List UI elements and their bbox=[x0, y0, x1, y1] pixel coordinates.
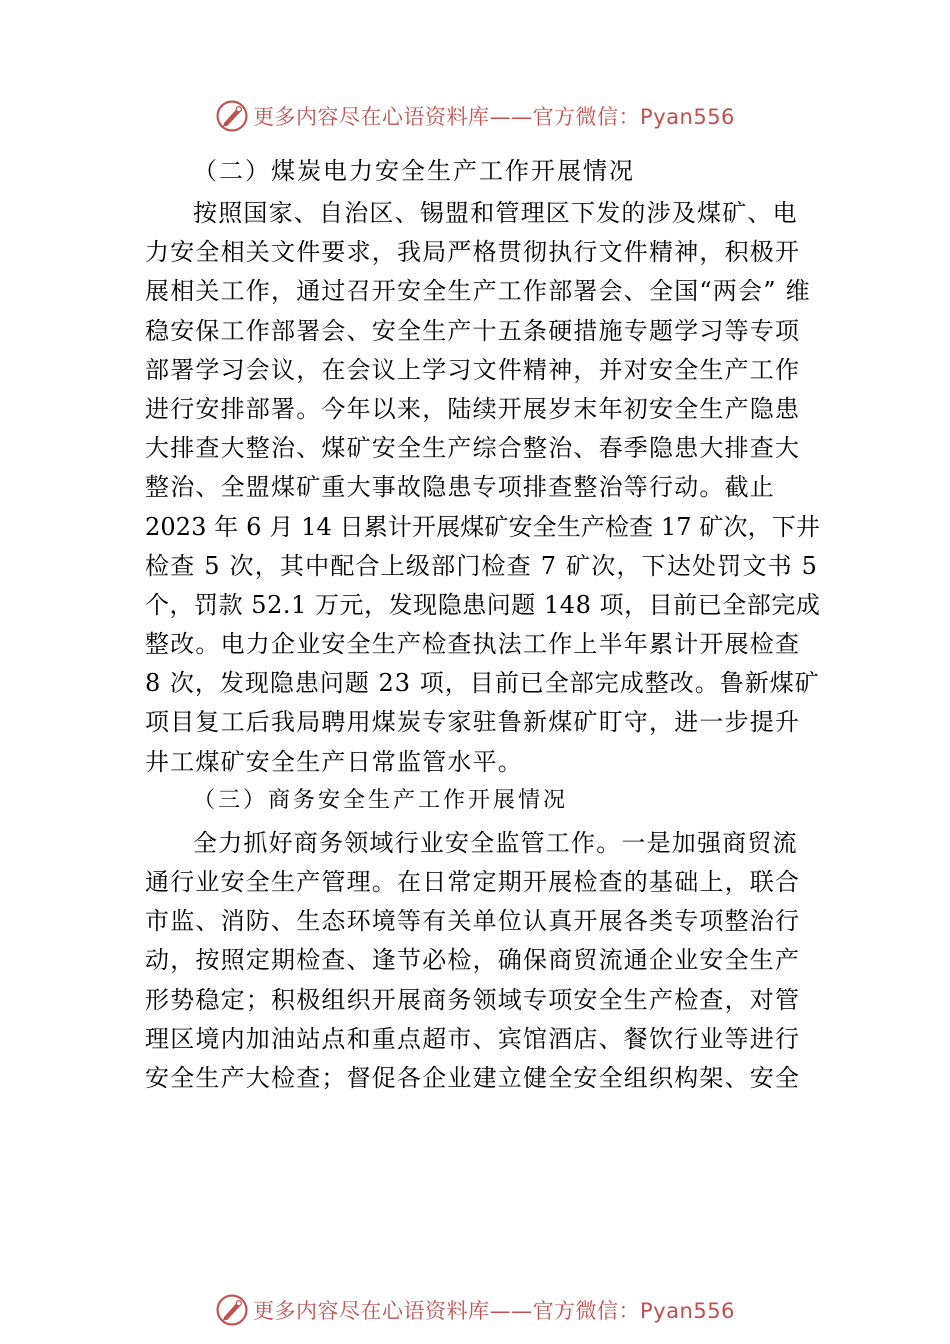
paragraph-line: 形势稳定；积极组织开展商务领域专项安全生产检查，对管 bbox=[145, 985, 801, 1014]
pen-logo-icon bbox=[215, 99, 249, 133]
paragraph-line: 项目复工后我局聘用煤炭专家驻鲁新煤矿盯守，进一步提升 bbox=[145, 708, 801, 737]
paragraph-line: 展相关工作，通过召开安全生产工作部署会、全国“两会” 维 bbox=[145, 277, 811, 306]
paragraph-line: 整治、全盟煤矿重大事故隐患专项排查整治等行动。截止 bbox=[145, 473, 775, 502]
paragraph-line: 检查 5 次，其中配合上级部门检查 7 矿次，下达处罚文书 5 bbox=[145, 551, 819, 580]
paragraph-line: 个，罚款 52.1 万元，发现隐患问题 148 项，目前已全部完成 bbox=[145, 590, 821, 619]
paragraph-line: 市监、消防、生态环境等有关单位认真开展各类专项整治行 bbox=[145, 907, 801, 936]
section-heading-commerce: （三）商务安全生产工作开展情况 bbox=[193, 787, 569, 813]
paragraph-line: 大排查大整治、煤矿安全生产综合整治、春季隐患大排查大 bbox=[145, 434, 801, 463]
paragraph-line: 安全生产大检查；督促各企业建立健全安全组织构架、安全 bbox=[145, 1063, 801, 1092]
paragraph-line: 8 次，发现隐患问题 23 项，目前已全部完成整改。鲁新煤矿 bbox=[145, 669, 820, 698]
paragraph-line: 井工煤矿安全生产日常监管水平。 bbox=[145, 747, 523, 776]
section-paragraph-coal-power bbox=[145, 194, 820, 782]
paragraph-line: 进行安排部署。今年以来，陆续开展岁末年初安全生产隐患 bbox=[145, 394, 801, 423]
watermark-text: 更多内容尽在心语资料库——官方微信：Pyan556 bbox=[253, 105, 735, 129]
paragraph-line: 通行业安全生产管理。在日常定期开展检查的基础上，联合 bbox=[145, 868, 801, 896]
paragraph-line: 按照国家、自治区、锡盟和管理区下发的涉及煤矿、电 bbox=[193, 199, 798, 227]
watermark-text: 更多内容尽在心语资料库——官方微信：Pyan556 bbox=[253, 1299, 735, 1323]
paragraph-line: 动，按照定期检查、逢节必检，确保商贸流通企业安全生产 bbox=[145, 946, 801, 975]
paragraph-line: 理区境内加油站点和重点超市、宾馆酒店、餐饮行业等进行 bbox=[145, 1024, 801, 1053]
section-heading-coal-power: （二）煤炭电力安全生产工作开展情况 bbox=[193, 157, 635, 185]
document-body bbox=[145, 152, 820, 1098]
footer-watermark bbox=[0, 1290, 950, 1330]
pen-logo-icon bbox=[215, 1293, 249, 1327]
paragraph-line: 整改。电力企业安全生产检查执法工作上半年累计开展检查 bbox=[145, 630, 801, 659]
paragraph-line: 2023 年 6 月 14 日累计开展煤矿安全生产检查 17 矿次，下井 bbox=[145, 512, 821, 541]
section-paragraph-commerce bbox=[145, 824, 820, 1098]
header-watermark bbox=[0, 96, 950, 136]
paragraph-line: 稳安保工作部署会、安全生产十五条硬措施专题学习等专项 bbox=[145, 316, 801, 345]
paragraph-line: 力安全相关文件要求，我局严格贯彻执行文件精神，积极开 bbox=[145, 238, 801, 267]
paragraph-line: 部署学习会议，在会议上学习文件精神，并对安全生产工作 bbox=[145, 355, 801, 384]
paragraph-line: 全力抓好商务领域行业安全监管工作。一是加强商贸流 bbox=[193, 828, 798, 857]
